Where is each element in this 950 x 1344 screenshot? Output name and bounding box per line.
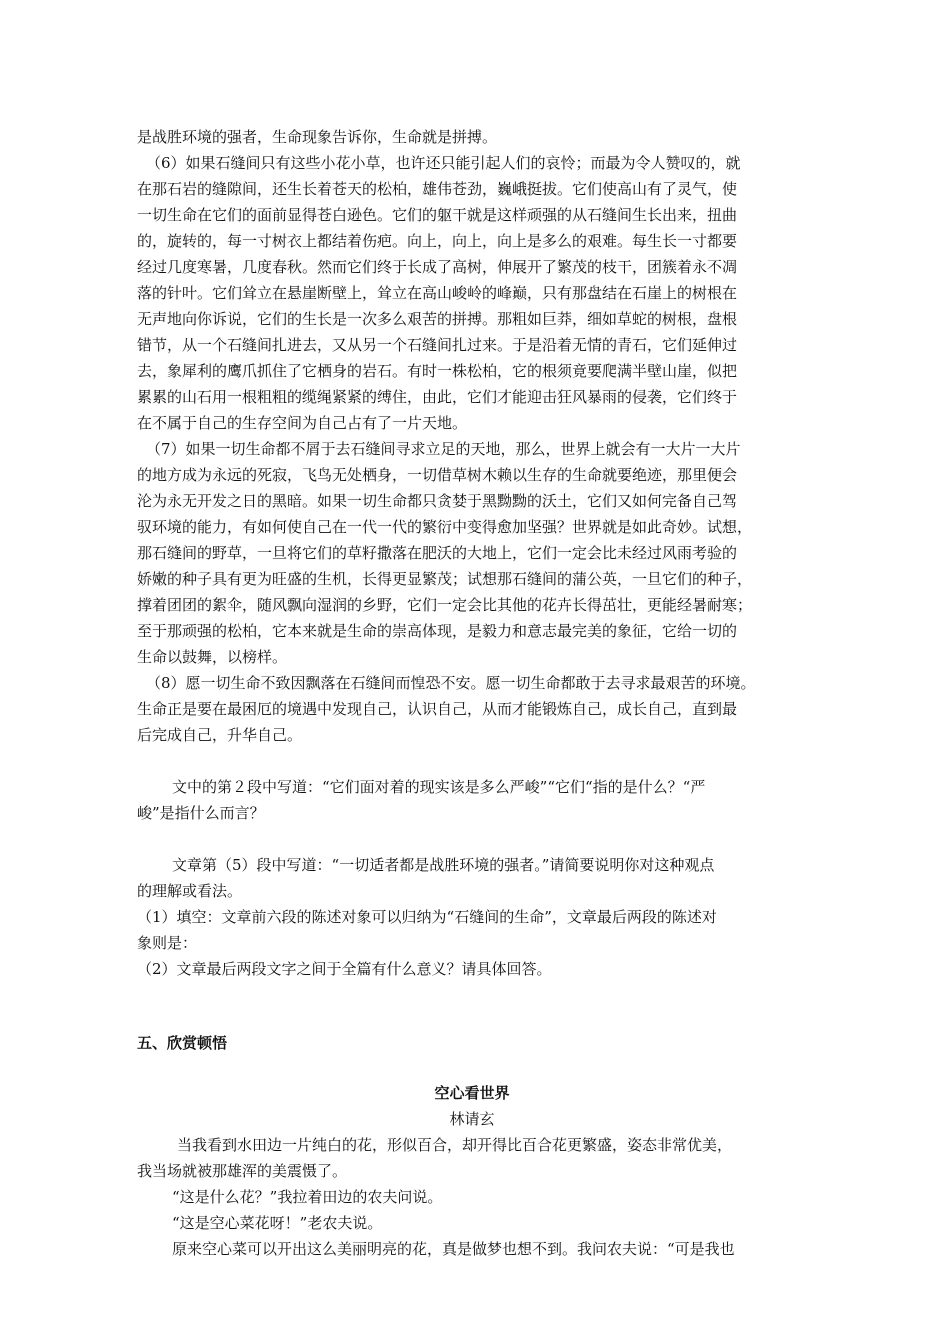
question-4: （2）文章最后两段文字之间于全篇有什么意义？请具体回答。 — [137, 960, 552, 978]
paragraph-6-line: 经过几度寒暑，几度春秋。然而它们终于长成了高树，伸展开了繁茂的枝干，团簇着永不凋 — [137, 258, 738, 276]
paragraph-6-line: 的，旋转的，每一寸树衣上都结着伤疤。向上，向上，向上是多么的艰难。每生长一寸都要 — [137, 232, 738, 250]
paragraph-6-line: 在那石岩的缝隙间，还生长着苍天的松柏，雄伟苍劲，巍峨挺拔。它们使高山有了灵气，使 — [137, 180, 738, 198]
paragraph-7-line: 那石缝间的野草，一旦将它们的草籽撒落在肥沃的大地上，它们一定会比未经过风雨考验的 — [137, 544, 738, 562]
article-dialogue: “这是空心菜花呀！”老农夫说。 — [172, 1214, 383, 1232]
paragraph-7-line: 的地方成为永远的死寂，飞鸟无处栖身，一切借草树木赖以生存的生命就要绝迹，那里便会 — [137, 466, 738, 484]
question-2-line: 文章第（5）段中写道：“一切适者都是战胜环境的强者。”请简要说明你对这种观点 — [172, 856, 715, 874]
article-paragraph-line: 原来空心菜可以开出这么美丽明亮的花，真是做梦也想不到。我问农夫说：“可是我也 — [172, 1240, 735, 1258]
question-1-line: 文中的第２段中写道：“它们面对着的现实该是多么严峻”“它们“指的是什么？“严 — [172, 778, 706, 796]
paragraph-6-line: 累累的山石用一根粗粗的缆绳紧紧的缚住，由此，它们才能迎击狂风暴雨的侵袭，它们终于 — [137, 388, 738, 406]
paragraph-8-line: （8）愿一切生命不致因飘落在石缝间而惶恐不安。愿一切生命都敢于去寻求最艰苦的环境。 — [146, 674, 756, 692]
paragraph-8-line: 生命正是要在最困厄的境遇中发现自己，认识自己，从而才能锻炼自己，成长自己，直到最 — [137, 700, 738, 718]
paragraph-8-line: 后完成自己，升华自己。 — [137, 726, 303, 744]
paragraph-6-line: （6）如果石缝间只有这些小花小草，也许还只能引起人们的哀怜；而最为令人赞叹的，就 — [146, 154, 741, 172]
paragraph-7-line: 生命以鼓舞，以榜样。 — [137, 648, 288, 666]
paragraph-6-line: 在不属于自己的生存空间为自己占有了一片天地。 — [137, 414, 468, 432]
question-3-line: （1）填空：文章前六段的陈述对象可以归纳为“石缝间的生命”，文章最后两段的陈述对 — [137, 908, 717, 926]
question-1-line: 峻”是指什么而言？ — [137, 804, 265, 822]
paragraph-6-line: 去，象犀利的鹰爪抓住了它栖身的岩石。有时一株松柏，它的根须竟要爬满半壁山崖，似把 — [137, 362, 738, 380]
paragraph-7-line: 驭环境的能力，有如何使自己在一代一代的繁衍中变得愈加坚强？世界就是如此奇妙。试想， — [137, 518, 753, 536]
article-paragraph-line: 当我看到水田边一片纯白的花，形似百合，却开得比百合花更繁盛，姿态非常优美， — [177, 1136, 733, 1154]
paragraph-7-line: （7）如果一切生命都不屑于去石缝间寻求立足的天地，那么，世界上就会有一大片一大片 — [146, 440, 741, 458]
article-title: 空心看世界 — [434, 1084, 510, 1102]
paragraph-6-line: 一切生命在它们的面前显得苍白逊色。它们的躯干就是这样顽强的从石缝间生长出来，扭曲 — [137, 206, 738, 224]
question-3-line: 象则是： — [137, 934, 198, 952]
paragraph-7-line: 至于那顽强的松柏，它本来就是生命的崇高体现，是毅力和意志最完美的象征，它给一切的 — [137, 622, 738, 640]
paragraph-7-line: 沦为永无开发之日的黑暗。如果一切生命都只贪婪于黑黝黝的沃土，它们又如何完备自己驾 — [137, 492, 738, 510]
paragraph-5-ending: 是战胜环境的强者，生命现象告诉你，生命就是拼搏。 — [137, 128, 498, 146]
paragraph-7-line: 撑着团团的絮伞，随风飘向湿润的乡野，它们一定会比其他的花卉长得茁壮，更能经暑耐寒； — [137, 596, 753, 614]
article-dialogue: “这是什么花？”我拉着田边的农夫问说。 — [172, 1188, 443, 1206]
paragraph-6-line: 无声地向你诉说，它们的生长是一次多么艰苦的拼搏。那粗如巨莽，细如草蛇的树根，盘根 — [137, 310, 738, 328]
article-author: 林请玄 — [449, 1110, 495, 1128]
section-heading: 五、欣赏顿悟 — [137, 1034, 228, 1052]
paragraph-6-line: 错节，从一个石缝间扎进去，又从另一个石缝间扎过来。于是沿着无情的青石，它们延伸过 — [137, 336, 738, 354]
paragraph-6-line: 落的针叶。它们耸立在悬崖断壁上，耸立在高山峻岭的峰巅，只有那盘结在石崖上的树根在 — [137, 284, 738, 302]
question-2-line: 的理解或看法。 — [137, 882, 243, 900]
paragraph-7-line: 娇嫩的种子具有更为旺盛的生机，长得更显繁茂；试想那石缝间的蒲公英，一旦它们的种子， — [137, 570, 753, 588]
article-paragraph-line: 我当场就被那雄浑的美震慑了。 — [137, 1162, 348, 1180]
